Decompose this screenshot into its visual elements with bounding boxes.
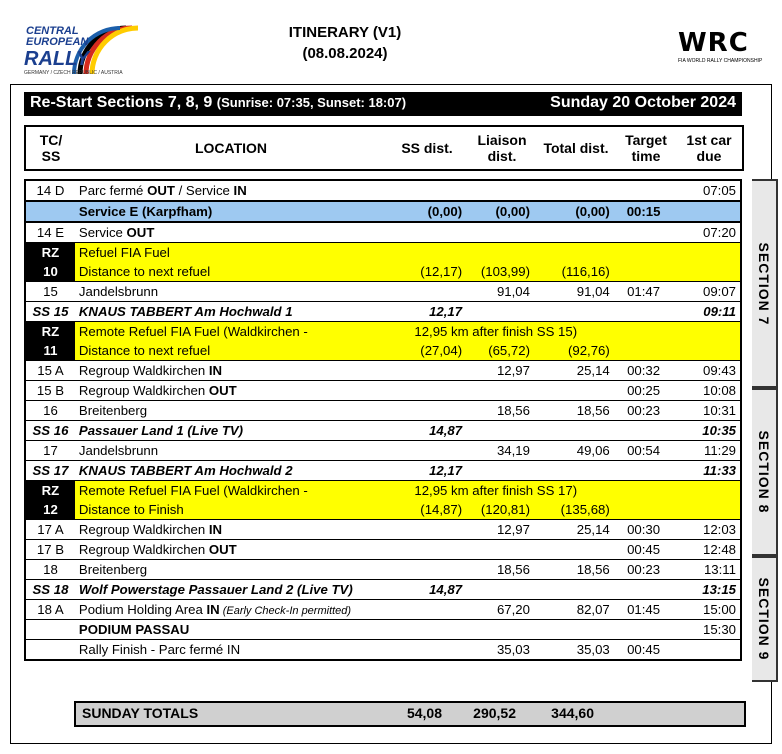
col-ss-dist: SS dist. bbox=[401, 140, 453, 156]
target-cell: 00:30 bbox=[614, 520, 674, 540]
tc-cell: RZ bbox=[25, 322, 75, 342]
itinerary-title: ITINERARY (V1) bbox=[288, 24, 402, 41]
location-text: Jandelsbrunn bbox=[78, 443, 159, 458]
location-cell bbox=[75, 361, 384, 381]
ss-dist-cell bbox=[384, 520, 466, 540]
central-european-rally-logo bbox=[20, 14, 140, 78]
liaison-cell bbox=[466, 222, 534, 243]
liaison-cell: 12,97 bbox=[466, 520, 534, 540]
target-cell bbox=[614, 481, 674, 501]
liaison-cell bbox=[466, 540, 534, 560]
location-text: PODIUM PASSAU bbox=[78, 622, 190, 637]
table-row bbox=[25, 560, 741, 580]
section-9-label bbox=[752, 556, 778, 682]
location-cell bbox=[75, 262, 384, 282]
total-cell: (135,68) bbox=[534, 500, 614, 520]
liaison-cell: 67,20 bbox=[466, 600, 534, 620]
tc-cell: 12 bbox=[25, 500, 75, 520]
col-total: Total dist. bbox=[543, 140, 609, 156]
total-cell: 82,07 bbox=[534, 600, 614, 620]
col-target: Target time bbox=[625, 132, 667, 164]
total-cell bbox=[534, 461, 614, 481]
location-text: Podium Holding Area bbox=[78, 602, 207, 617]
target-cell bbox=[614, 500, 674, 520]
table-row bbox=[25, 243, 741, 263]
first-car-cell: 10:31 bbox=[673, 401, 741, 421]
target-cell bbox=[614, 461, 674, 481]
tc-cell bbox=[25, 201, 75, 222]
ss-dist-cell: 12,17 bbox=[384, 302, 466, 322]
liaison-cell: (0,00) bbox=[466, 201, 534, 222]
location-cell bbox=[75, 222, 384, 243]
location-cell bbox=[75, 302, 384, 322]
tc-cell: 11 bbox=[25, 341, 75, 361]
total-cell bbox=[534, 421, 614, 441]
ss-dist-cell bbox=[384, 180, 466, 201]
first-car-cell bbox=[673, 341, 741, 361]
liaison-cell bbox=[466, 243, 534, 263]
location-text: Distance to next refuel bbox=[78, 264, 211, 279]
tc-cell bbox=[25, 620, 75, 640]
tc-cell bbox=[25, 640, 75, 661]
itinerary-date: (08.08.2024) bbox=[302, 45, 388, 62]
first-car-cell bbox=[673, 243, 741, 263]
target-cell bbox=[614, 262, 674, 282]
logo-line2: EUROPEAN bbox=[26, 36, 89, 48]
ss-dist-cell bbox=[384, 243, 466, 263]
location-cell bbox=[75, 381, 384, 401]
total-cell: 18,56 bbox=[534, 560, 614, 580]
target-cell: 01:45 bbox=[614, 600, 674, 620]
first-car-cell bbox=[673, 500, 741, 520]
liaison-cell: (120,81) bbox=[466, 500, 534, 520]
location-cell bbox=[75, 401, 384, 421]
section-8-text: SECTION 8 bbox=[756, 430, 772, 514]
liaison-cell: (103,99) bbox=[466, 262, 534, 282]
liaison-cell bbox=[466, 302, 534, 322]
section-7-text: SECTION 7 bbox=[756, 242, 772, 325]
target-cell: 00:45 bbox=[614, 540, 674, 560]
location-text: Regroup Waldkirchen bbox=[78, 522, 209, 537]
location-status: OUT bbox=[126, 225, 155, 240]
first-car-cell: 07:20 bbox=[673, 222, 741, 243]
total-cell: 25,14 bbox=[534, 361, 614, 381]
table-row bbox=[25, 201, 741, 222]
table-row bbox=[25, 222, 741, 243]
section-8-label bbox=[752, 388, 778, 556]
tc-cell: SS 15 bbox=[25, 302, 75, 322]
liaison-cell bbox=[466, 620, 534, 640]
restart-title: Re-Start Sections 7, 8, 9 bbox=[30, 94, 213, 111]
table-row bbox=[25, 441, 741, 461]
target-cell: 00:23 bbox=[614, 560, 674, 580]
location-cell bbox=[75, 560, 384, 580]
first-car-cell: 10:35 bbox=[673, 421, 741, 441]
ss-dist-cell: (12,17) bbox=[384, 262, 466, 282]
tc-cell: 16 bbox=[25, 401, 75, 421]
tc-cell: 18 A bbox=[25, 600, 75, 620]
location-cell bbox=[75, 243, 384, 263]
tc-cell: 15 B bbox=[25, 381, 75, 401]
totals-liaison: 290,52 bbox=[473, 705, 516, 721]
tc-cell: 14 D bbox=[25, 180, 75, 201]
ss-dist-cell bbox=[384, 381, 466, 401]
liaison-cell bbox=[466, 421, 534, 441]
first-car-cell: 09:43 bbox=[673, 361, 741, 381]
location-text: Regroup Waldkirchen bbox=[78, 383, 209, 398]
liaison-cell: 34,19 bbox=[466, 441, 534, 461]
target-cell bbox=[614, 322, 674, 342]
column-header bbox=[24, 125, 744, 171]
target-cell: 00:45 bbox=[614, 640, 674, 661]
first-car-cell: 09:11 bbox=[673, 302, 741, 322]
location-status: OUT bbox=[147, 183, 175, 198]
ss-dist-cell bbox=[384, 600, 466, 620]
total-cell bbox=[534, 222, 614, 243]
location-text: Service bbox=[78, 225, 127, 240]
wrc-logo-text: WRC bbox=[678, 28, 749, 58]
target-cell: 00:25 bbox=[614, 381, 674, 401]
location-cell bbox=[75, 640, 384, 661]
ss-dist-cell: 14,87 bbox=[384, 580, 466, 600]
location-text: Rally Finish - Parc fermé IN bbox=[78, 642, 241, 657]
totals-label: SUNDAY TOTALS bbox=[82, 705, 199, 721]
table-row bbox=[25, 520, 741, 540]
location-text-2: / Service bbox=[174, 183, 234, 198]
location-status: OUT bbox=[208, 383, 237, 398]
col-tc: TC/ SS bbox=[39, 132, 63, 164]
first-car-cell: 12:03 bbox=[673, 520, 741, 540]
location-cell bbox=[75, 580, 384, 600]
ss-dist-cell bbox=[384, 361, 466, 381]
location-text: KNAUS TABBERT Am Hochwald 2 bbox=[78, 463, 293, 478]
table-row bbox=[25, 600, 741, 620]
table-row bbox=[25, 361, 741, 381]
col-liaison: Liaison dist. bbox=[477, 132, 527, 164]
tc-cell: 14 E bbox=[25, 222, 75, 243]
table-row bbox=[25, 461, 741, 481]
liaison-cell bbox=[466, 580, 534, 600]
ss-dist-cell bbox=[384, 540, 466, 560]
total-cell: 25,14 bbox=[534, 520, 614, 540]
sun-times: (Sunrise: 07:35, Sunset: 18:07) bbox=[216, 95, 407, 110]
first-car-cell: 13:11 bbox=[673, 560, 741, 580]
ss-dist-cell bbox=[384, 282, 466, 302]
total-cell bbox=[534, 243, 614, 263]
table-row bbox=[25, 580, 741, 600]
first-car-cell bbox=[673, 322, 741, 342]
table-row bbox=[25, 540, 741, 560]
page-title bbox=[240, 22, 450, 64]
ss-dist-cell: 12,17 bbox=[384, 461, 466, 481]
table-row bbox=[25, 381, 741, 401]
first-car-cell: 09:07 bbox=[673, 282, 741, 302]
location-text: Distance to Finish bbox=[78, 502, 184, 517]
location-status: IN bbox=[208, 522, 223, 537]
target-cell bbox=[614, 243, 674, 263]
location-cell bbox=[75, 341, 384, 361]
location-text: Remote Refuel FIA Fuel (Waldkirchen - bbox=[78, 483, 308, 498]
target-cell bbox=[614, 620, 674, 640]
first-car-cell: 07:05 bbox=[673, 180, 741, 201]
location-cell bbox=[75, 461, 384, 481]
tc-cell: 15 A bbox=[25, 361, 75, 381]
col-location: LOCATION bbox=[194, 140, 268, 156]
ss-dist-cell: (14,87) bbox=[384, 500, 466, 520]
location-text: Breitenberg bbox=[78, 562, 148, 577]
first-car-cell bbox=[673, 262, 741, 282]
table-row bbox=[25, 282, 741, 302]
location-status: IN bbox=[206, 602, 220, 617]
target-cell bbox=[614, 421, 674, 441]
ss-dist-cell bbox=[384, 401, 466, 421]
total-cell bbox=[534, 302, 614, 322]
tc-cell: RZ bbox=[25, 243, 75, 263]
ss-dist-cell bbox=[384, 640, 466, 661]
first-car-cell: 11:29 bbox=[673, 441, 741, 461]
col-first-car: 1st car due bbox=[686, 132, 732, 164]
tc-cell: 17 bbox=[25, 441, 75, 461]
location-cell bbox=[75, 421, 384, 441]
table-row bbox=[25, 620, 741, 640]
location-cell bbox=[75, 520, 384, 540]
ss-dist-cell bbox=[384, 441, 466, 461]
first-car-cell bbox=[673, 481, 741, 501]
section-9-text: SECTION 9 bbox=[756, 577, 772, 661]
wrc-logo bbox=[678, 30, 770, 70]
tc-cell: SS 16 bbox=[25, 421, 75, 441]
total-cell: 18,56 bbox=[534, 401, 614, 421]
tc-cell: 10 bbox=[25, 262, 75, 282]
tc-cell: SS 17 bbox=[25, 461, 75, 481]
refuel-location-detail: 12,95 km after finish SS 15) bbox=[384, 322, 613, 342]
location-cell bbox=[75, 180, 384, 201]
tc-cell: 15 bbox=[25, 282, 75, 302]
total-cell: (116,16) bbox=[534, 262, 614, 282]
location-status-2: IN bbox=[233, 183, 247, 198]
location-text: Jandelsbrunn bbox=[78, 284, 159, 299]
total-cell bbox=[534, 180, 614, 201]
first-car-cell: 10:08 bbox=[673, 381, 741, 401]
liaison-cell bbox=[466, 461, 534, 481]
total-cell bbox=[534, 580, 614, 600]
logo-line1: CENTRAL bbox=[26, 25, 79, 37]
target-cell bbox=[614, 302, 674, 322]
table-row bbox=[25, 180, 741, 201]
liaison-cell: 12,97 bbox=[466, 361, 534, 381]
first-car-cell: 11:33 bbox=[673, 461, 741, 481]
location-cell bbox=[75, 600, 384, 620]
liaison-cell: 35,03 bbox=[466, 640, 534, 661]
liaison-cell: (65,72) bbox=[466, 341, 534, 361]
total-cell: (92,76) bbox=[534, 341, 614, 361]
first-car-cell: 15:00 bbox=[673, 600, 741, 620]
location-text: Service E (Karpfham) bbox=[78, 204, 213, 219]
location-text: Regroup Waldkirchen bbox=[78, 363, 209, 378]
location-text: Regroup Waldkirchen bbox=[78, 542, 209, 557]
wrc-logo-sub: FIA WORLD RALLY CHAMPIONSHIP bbox=[678, 58, 763, 64]
tc-cell: 17 A bbox=[25, 520, 75, 540]
table-row bbox=[25, 500, 741, 520]
total-cell: 35,03 bbox=[534, 640, 614, 661]
totals-total: 344,60 bbox=[551, 705, 594, 721]
location-status: IN bbox=[208, 363, 223, 378]
location-text: Breitenberg bbox=[78, 403, 148, 418]
total-cell: 91,04 bbox=[534, 282, 614, 302]
target-cell: 00:23 bbox=[614, 401, 674, 421]
ss-dist-cell bbox=[384, 620, 466, 640]
target-cell: 00:32 bbox=[614, 361, 674, 381]
target-cell: 00:15 bbox=[614, 201, 674, 222]
ss-dist-cell: (0,00) bbox=[384, 201, 466, 222]
location-cell bbox=[75, 481, 384, 501]
location-cell bbox=[75, 322, 384, 342]
tc-cell: RZ bbox=[25, 481, 75, 501]
tc-cell: SS 18 bbox=[25, 580, 75, 600]
location-text: Parc fermé bbox=[78, 183, 148, 198]
day-date: Sunday 20 October 2024 bbox=[550, 94, 736, 111]
logo-sub: GERMANY / CZECH REPUBLIC / AUSTRIA bbox=[24, 70, 123, 76]
total-cell: 49,06 bbox=[534, 441, 614, 461]
location-cell bbox=[75, 540, 384, 560]
location-text: KNAUS TABBERT Am Hochwald 1 bbox=[78, 304, 293, 319]
total-cell: (0,00) bbox=[534, 201, 614, 222]
ss-dist-cell bbox=[384, 222, 466, 243]
liaison-cell bbox=[466, 381, 534, 401]
table-row bbox=[25, 302, 741, 322]
refuel-location-detail: 12,95 km after finish SS 17) bbox=[384, 481, 613, 501]
target-cell: 00:54 bbox=[614, 441, 674, 461]
table-row bbox=[25, 640, 741, 661]
location-cell bbox=[75, 201, 384, 222]
target-cell bbox=[614, 222, 674, 243]
location-cell bbox=[75, 500, 384, 520]
section-7-label bbox=[752, 179, 778, 388]
table-row bbox=[25, 401, 741, 421]
first-car-cell: 13:15 bbox=[673, 580, 741, 600]
target-cell bbox=[614, 180, 674, 201]
target-cell: 01:47 bbox=[614, 282, 674, 302]
total-cell bbox=[534, 381, 614, 401]
location-text: Wolf Powerstage Passauer Land 2 (Live TV) bbox=[78, 582, 353, 597]
sunday-totals bbox=[74, 701, 746, 727]
first-car-cell bbox=[673, 201, 741, 222]
location-cell bbox=[75, 441, 384, 461]
total-cell bbox=[534, 540, 614, 560]
liaison-cell: 18,56 bbox=[466, 560, 534, 580]
location-text: Passauer Land 1 (Live TV) bbox=[78, 423, 244, 438]
totals-ss: 54,08 bbox=[406, 705, 442, 721]
tc-cell: 18 bbox=[25, 560, 75, 580]
table-row bbox=[25, 262, 741, 282]
location-text: Distance to next refuel bbox=[78, 343, 211, 358]
total-cell bbox=[534, 620, 614, 640]
table-row bbox=[25, 421, 741, 441]
liaison-cell bbox=[466, 180, 534, 201]
ss-dist-cell: (27,04) bbox=[384, 341, 466, 361]
liaison-cell: 18,56 bbox=[466, 401, 534, 421]
target-cell bbox=[614, 341, 674, 361]
logo-line3: RALLY bbox=[24, 48, 90, 70]
table-row bbox=[25, 341, 741, 361]
itinerary-table bbox=[24, 179, 742, 661]
first-car-cell bbox=[673, 640, 741, 661]
ss-dist-cell bbox=[384, 560, 466, 580]
tc-cell: 17 B bbox=[25, 540, 75, 560]
restart-bar bbox=[24, 92, 742, 116]
target-cell bbox=[614, 580, 674, 600]
location-cell bbox=[75, 620, 384, 640]
location-status: OUT bbox=[208, 542, 237, 557]
location-note: (Early Check-In permitted) bbox=[219, 605, 352, 617]
table-row bbox=[25, 322, 741, 342]
location-text: Remote Refuel FIA Fuel (Waldkirchen - bbox=[78, 324, 308, 339]
first-car-cell: 12:48 bbox=[673, 540, 741, 560]
liaison-cell: 91,04 bbox=[466, 282, 534, 302]
table-row bbox=[25, 481, 741, 501]
ss-dist-cell: 14,87 bbox=[384, 421, 466, 441]
location-cell bbox=[75, 282, 384, 302]
location-text: Refuel FIA Fuel bbox=[78, 245, 170, 260]
first-car-cell: 15:30 bbox=[673, 620, 741, 640]
